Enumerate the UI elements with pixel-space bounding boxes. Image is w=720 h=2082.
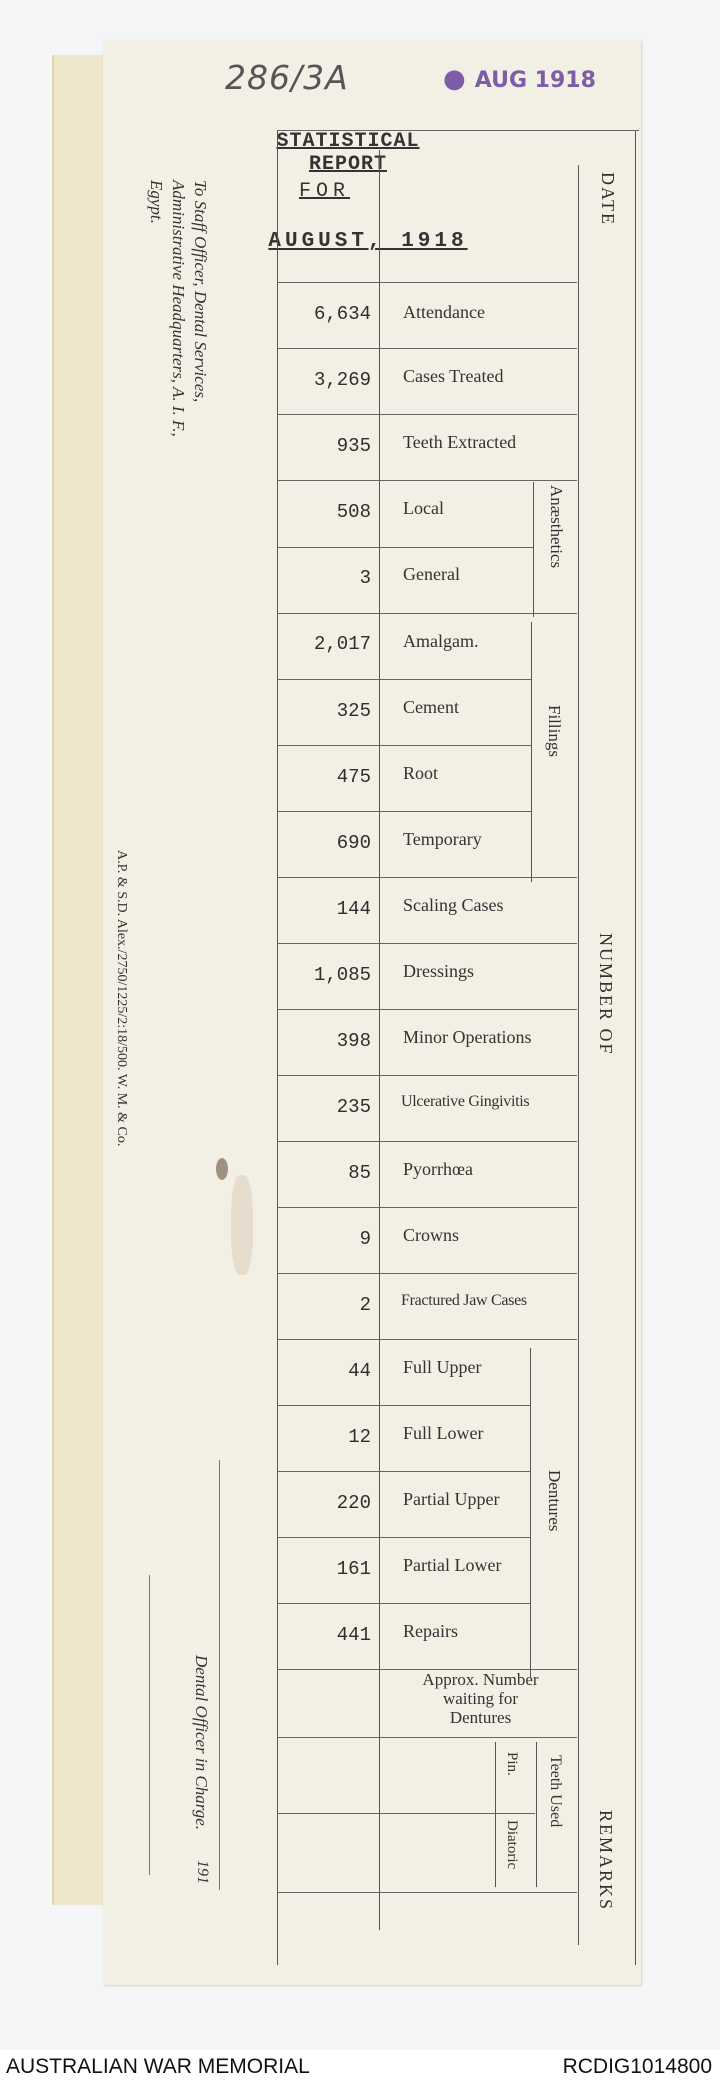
row-full-lower-value: 12 [348,1426,371,1448]
row-cement-value: 325 [336,700,371,722]
row-rule [277,1603,530,1604]
row-ulcerative-gingivitis-value: 235 [336,1096,371,1118]
row-rule [277,1405,530,1406]
row-cases-treated-label: Cases Treated [403,366,504,386]
number-of-label: NUMBER OF [596,933,616,1056]
value-label-divider [379,150,380,1930]
teeth-types-divider [495,1742,496,1887]
row-repairs-value: 441 [336,1624,371,1646]
row-partial-lower-label: Partial Lower [403,1555,502,1575]
row-local-value: 508 [336,501,371,523]
row-dressings-label: Dressings [403,961,474,981]
row-repairs-label: Repairs [403,1621,458,1641]
dentures-bracket [530,1348,531,1678]
archive-footer [0,2050,720,2082]
waiting-line-3: Dentures [449,1708,512,1727]
date-column-header: DATE [598,172,618,226]
row-attendance-label: Attendance [403,302,485,322]
waiting-line-1: Approx. Number [422,1670,539,1689]
row-rule [277,1273,577,1274]
stain-mark [216,1158,228,1180]
row-rule [277,1471,530,1472]
row-rule [277,1141,577,1142]
received-date-stamp [443,64,596,94]
fillings-bracket [531,622,532,882]
row-amalgam-label: Amalgam. [403,631,479,651]
row-minor-operations-value: 398 [336,1030,371,1052]
row-full-upper-label: Full Upper [403,1357,482,1377]
waiting-line-2: waiting for [442,1689,519,1708]
stamp-dot-icon: ● [443,64,475,94]
row-teeth-extracted-value: 935 [336,435,371,457]
left-rule [277,130,278,1965]
row-fractured-jaw-label: Fractured Jaw Cases [401,1292,527,1309]
right-rule [635,130,636,1965]
row-partial-upper-value: 220 [336,1492,371,1514]
row-temporary-value: 690 [336,832,371,854]
year-line [149,1575,150,1875]
label-column-right-rule [578,165,579,1945]
waiting-for-dentures-label [383,1670,578,1727]
row-rule [277,1339,577,1340]
row-pyorrhoea-label: Pyorrhœa [403,1159,473,1179]
row-general-value: 3 [359,567,371,589]
signature-line [219,1460,220,1890]
row-rule [277,877,577,878]
row-rule [277,613,577,614]
teeth-used-label: Teeth Used [547,1755,564,1828]
row-temporary-label: Temporary [403,829,482,849]
dentures-label: Dentures [545,1470,564,1532]
row-scaling-cases-label: Scaling Cases [403,895,504,915]
row-full-lower-label: Full Lower [403,1423,484,1443]
fillings-label: Fillings [545,705,564,757]
pin-label: Pin. [504,1752,520,1776]
row-rule [277,745,531,746]
addressee [145,180,211,437]
report-title: STATISTICAL REPORT [276,130,420,176]
row-partial-lower-value: 161 [336,1558,371,1580]
row-rule [277,547,533,548]
row-general-label: General [403,564,460,584]
anaesthetics-bracket [533,482,534,617]
row-local-label: Local [403,498,444,518]
archive-name: AUSTRALIAN WAR MEMORIAL [6,2055,310,2078]
teeth-used-bracket [536,1742,537,1887]
row-rule [277,1009,577,1010]
stain-smear [231,1175,253,1275]
handwritten-reference: 286/3A [225,58,349,97]
row-root-label: Root [403,763,439,783]
stamp-text: AUG 1918 [474,68,596,93]
address-line-1: To Staff Officer, Dental Services, [191,180,210,403]
row-cement-label: Cement [403,697,459,717]
row-rule [277,1537,530,1538]
row-minor-operations-label: Minor Operations [403,1027,532,1047]
row-crowns-label: Crowns [403,1225,460,1245]
row-scaling-cases-value: 144 [336,898,371,920]
row-root-value: 475 [336,766,371,788]
row-rule [277,1207,577,1208]
signature-label: Dental Officer in Charge. [192,1655,211,1831]
row-pyorrhoea-value: 85 [348,1162,371,1184]
anaesthetics-label: Anæsthetics [547,485,566,569]
row-crowns-value: 9 [359,1228,371,1250]
row-partial-upper-label: Partial Upper [403,1489,500,1509]
printer-note: A.P. & S.D. Alex./2750/1225/2:18/500. W. M. & Co. [114,850,129,1147]
row-rule [277,679,531,680]
report-for: FOR [299,180,351,203]
row-teeth-extracted-label: Teeth Extracted [403,432,517,452]
report-month: AUGUST, 1918 [268,230,468,253]
row-rule [277,414,577,415]
row-rule [277,1892,577,1893]
row-rule [277,943,577,944]
row-rule [277,348,577,349]
remarks-label: REMARKS [596,1810,616,1912]
row-full-upper-value: 44 [348,1360,371,1382]
row-fractured-jaw-value: 2 [359,1294,371,1316]
row-dressings-value: 1,085 [313,964,371,986]
address-line-3: Egypt. [147,180,166,224]
row-rule [277,480,577,481]
row-rule [277,811,531,812]
row-cases-treated-value: 3,269 [313,369,371,391]
row-attendance-value: 6,634 [313,303,371,325]
address-line-2: Administrative Headquarters, A. I. F., [169,180,188,437]
row-rule [277,1813,535,1814]
row-rule [277,282,577,283]
row-rule [277,1075,577,1076]
header-top-rule [277,130,639,131]
row-amalgam-value: 2,017 [313,633,371,655]
diatoric-label: Diatoric [504,1820,520,1870]
archive-id: RCDIG1014800 [562,2055,712,2078]
signature-year: 191 [194,1860,211,1884]
row-ulcerative-gingivitis-label: Ulcerative Gingivitis [401,1093,530,1110]
report-form [103,40,641,1985]
row-rule [277,1737,577,1738]
